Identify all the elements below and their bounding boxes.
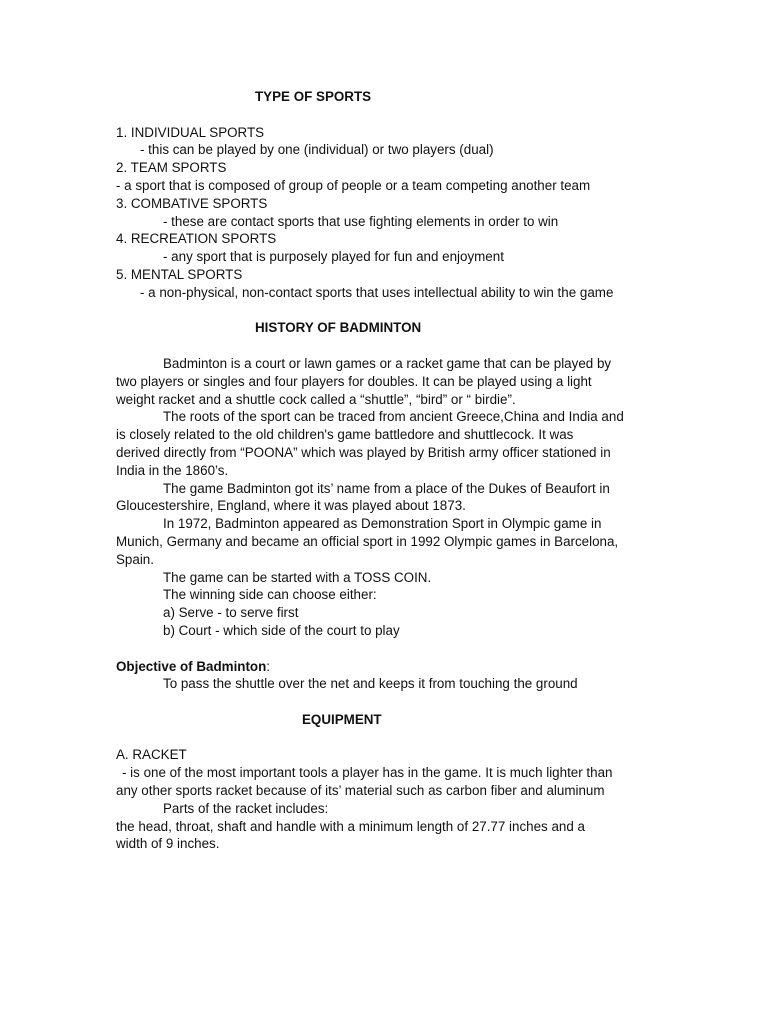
history-p4-line3: Spain. <box>116 551 154 567</box>
sport-heading-combative: 3. COMBATIVE SPORTS <box>116 195 268 211</box>
sport-desc-mental: - a non-physical, non-contact sports that uses intellectual ability to win the game <box>140 284 614 300</box>
history-p3-line1: The game Badminton got its’ name from a place of the Dukes of Beaufort in <box>163 480 610 496</box>
history-p2-line2: is closely related to the old children's game battledore and shuttlecock. It was <box>116 427 574 443</box>
spacer <box>116 337 656 355</box>
racket-parts-intro: Parts of the racket includes: <box>163 800 329 816</box>
history-p2-line3: derived directly from “POONA” which was played by British army officer stationed in <box>116 444 611 460</box>
sport-desc-team: - a sport that is composed of group of people or a team competing another team <box>116 177 591 193</box>
option-court: b) Court - which side of the court to play <box>163 622 400 638</box>
history-p1-line3: weight racket and a shuttle cock called a “shuttle”, “bird” or “ birdie”. <box>116 391 516 407</box>
racket-heading: A. RACKET <box>116 747 187 763</box>
history-p2-line1: The roots of the sport can be traced from ancient Greece,China and India and <box>163 409 624 425</box>
sport-desc-individual: - this can be played by one (individual) or two players (dual) <box>140 142 494 158</box>
racket-desc-line2: any other sports racket because of its’ material such as carbon fiber and aluminum <box>116 783 605 799</box>
history-p4-line2: Munich, Germany and became an official sport in 1992 Olympic games in Barcelona, <box>116 533 619 549</box>
spacer <box>116 302 656 320</box>
history-p2-line4: India in the 1860’s. <box>116 462 229 478</box>
history-p3-line2: Gloucestershire, England, where it was played about 1873. <box>116 498 466 514</box>
equipment-title: EQUIPMENT <box>302 711 382 727</box>
document-page <box>116 88 656 853</box>
sport-heading-mental: 5. MENTAL SPORTS <box>116 266 243 282</box>
history-title: HISTORY OF BADMINTON <box>255 320 422 336</box>
winning-side-line: The winning side can choose either: <box>163 587 377 603</box>
history-p1-line1: Badminton is a court or lawn games or a racket game that can be played by <box>163 355 612 371</box>
objective-heading-line <box>116 658 656 676</box>
objective-heading: Objective of Badminton <box>116 658 267 674</box>
toss-coin-line: The game can be started with a TOSS COIN. <box>163 569 432 585</box>
history-p4-line1: In 1972, Badminton appeared as Demonstration Sport in Olympic game in <box>163 516 602 532</box>
sport-desc-recreation: - any sport that is purposely played for fun and enjoyment <box>163 249 504 265</box>
racket-parts-line1: the head, throat, shaft and handle with a minimum length of 27.77 inches and a <box>116 818 585 834</box>
spacer <box>116 106 656 124</box>
spacer <box>116 640 656 658</box>
type-of-sports-title: TYPE OF SPORTS <box>255 89 372 104</box>
sport-heading-recreation: 4. RECREATION SPORTS <box>116 231 277 247</box>
option-serve: a) Serve - to serve first <box>163 605 299 621</box>
sport-heading-individual: 1. INDIVIDUAL SPORTS <box>116 124 265 140</box>
spacer <box>116 729 656 747</box>
spacer <box>116 693 656 711</box>
sport-heading-team: 2. TEAM SPORTS <box>116 160 227 176</box>
history-p1-line2: two players or singles and four players for doubles. It can be played using a light <box>116 373 592 389</box>
sport-desc-combative: - these are contact sports that use fighting elements in order to win <box>163 213 559 229</box>
racket-desc-line1: - is one of the most important tools a player has in the game. It is much lighter than <box>122 765 613 781</box>
objective-text: To pass the shuttle over the net and keeps it from touching the ground <box>163 676 578 692</box>
racket-parts-line2: width of 9 inches. <box>116 836 220 852</box>
objective-colon: : <box>266 658 271 674</box>
